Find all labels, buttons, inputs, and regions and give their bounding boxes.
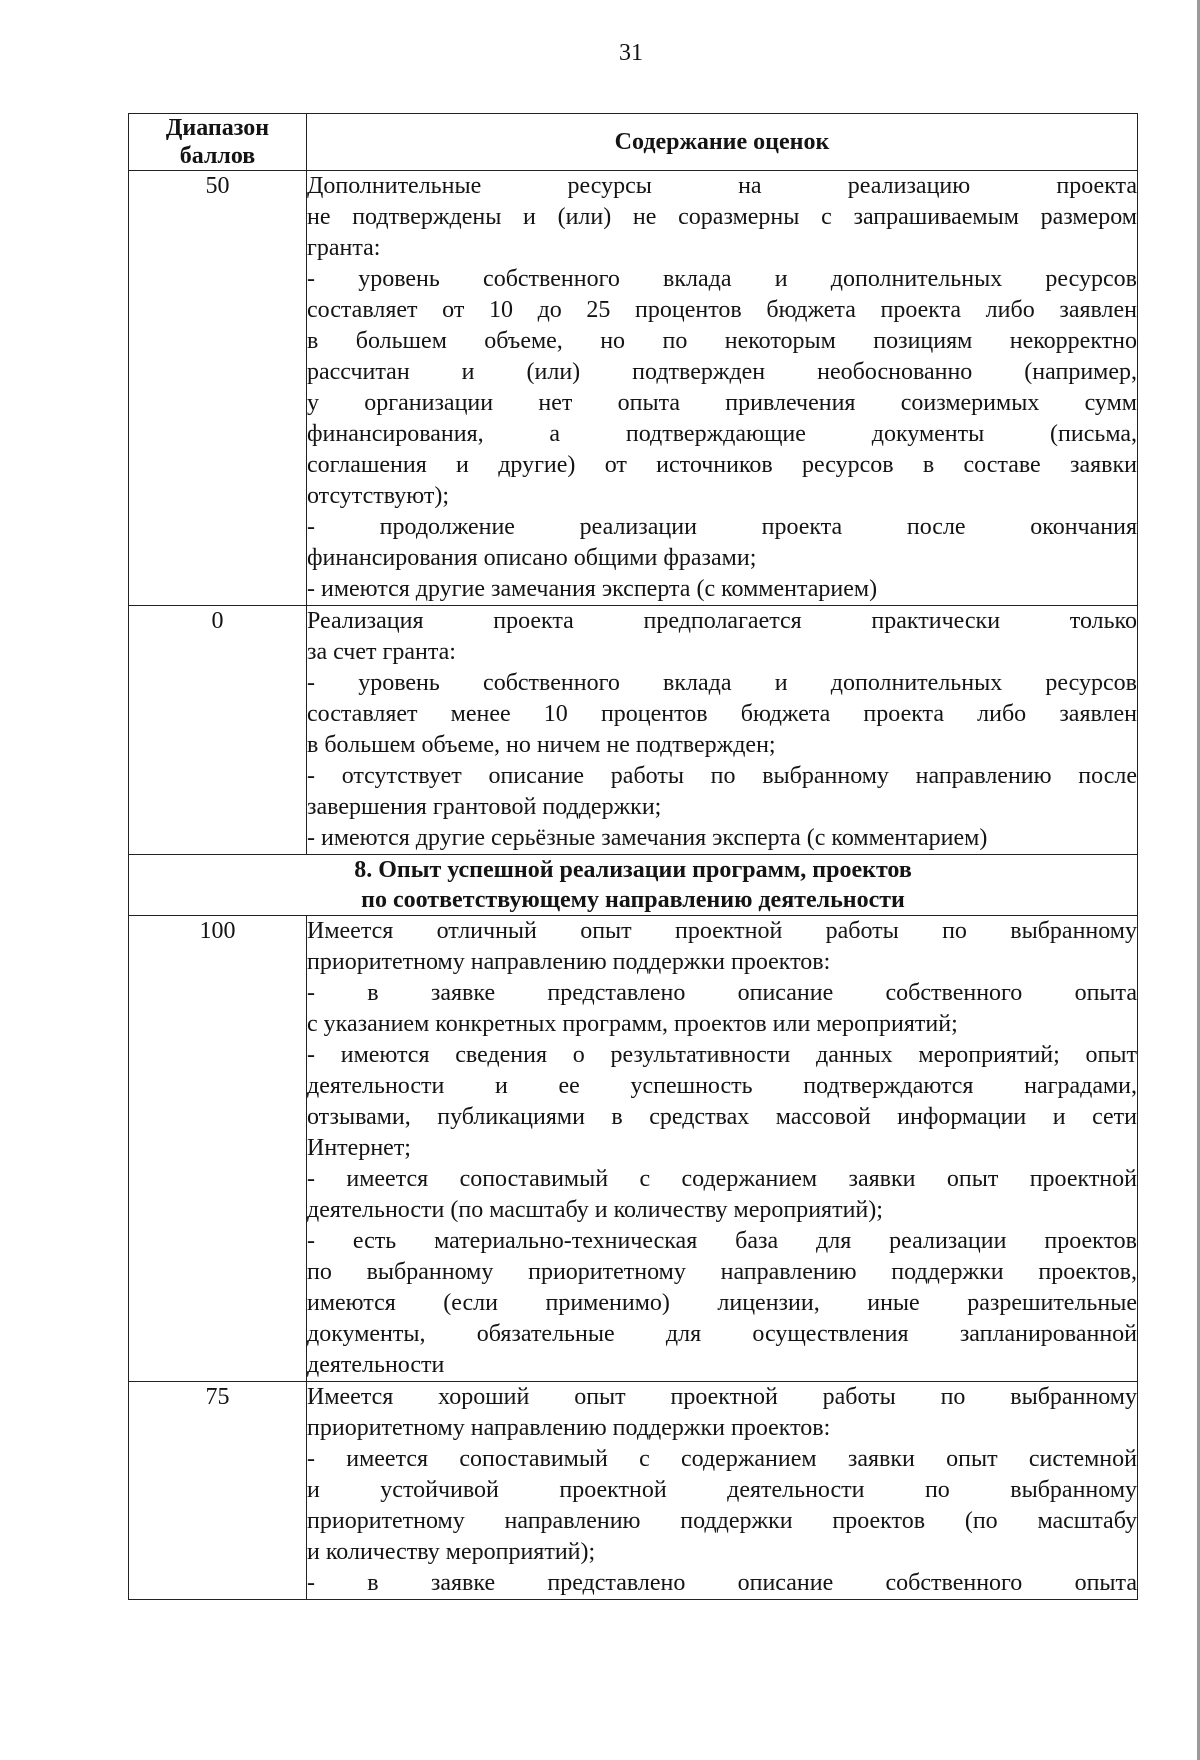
table-row (129, 1382, 1138, 1600)
score-cell: 0 (129, 606, 307, 855)
content-line: гранта: (307, 235, 381, 261)
content-line: - есть материально-техническая база для реализации проектов (307, 1228, 1137, 1254)
header-range-line-2: баллов (179, 143, 256, 169)
content-line: деятельности (по масштабу и количеству мероприятий); (307, 1197, 883, 1223)
section-title (129, 855, 1138, 916)
content-line: за счет гранта: (307, 639, 456, 665)
content-line: - имеется сопоставимый с содержанием заявки опыт системной (307, 1446, 1137, 1472)
content-line: - имеются другие серьёзные замечания эксперта (с комментарием) (307, 825, 988, 851)
table-header-row (129, 114, 1138, 171)
content-line: по выбранному приоритетному направлению поддержки проектов, (307, 1259, 1137, 1285)
score-cell: 100 (129, 916, 307, 1382)
content-line: приоритетному направлению поддержки проектов: (307, 1415, 831, 1441)
content-line: Интернет; (307, 1135, 411, 1161)
section-row (129, 855, 1138, 916)
content-cell (307, 1382, 1138, 1600)
content-line: - уровень собственного вклада и дополнительных ресурсов (307, 266, 1137, 292)
score-cell: 50 (129, 171, 307, 606)
content-line: завершения грантовой поддержки; (307, 794, 662, 820)
content-line: Имеется отличный опыт проектной работы по выбранному (307, 918, 1137, 944)
content-line: и устойчивой проектной деятельности по выбранному (307, 1477, 1137, 1503)
content-line: Реализация проекта предполагается практически только (307, 608, 1137, 634)
table-row (129, 171, 1138, 606)
content-line: - продолжение реализации проекта после окончания (307, 514, 1137, 540)
header-range-line-1: Диапазон (165, 115, 270, 141)
table-row (129, 606, 1138, 855)
content-line: соглашения и другие) от источников ресурсов в составе заявки (307, 452, 1137, 478)
table-row (129, 916, 1138, 1382)
content-line: у организации нет опыта привлечения соизмеримых сумм (307, 390, 1137, 416)
content-line: документы, обязательные для осуществления запланированной (307, 1321, 1137, 1347)
content-line: - имеются сведения о результативности данных мероприятий; опыт (307, 1042, 1137, 1068)
content-line: - имеются другие замечания эксперта (с комментарием) (307, 576, 878, 602)
content-line: отзывами, публикациями в средствах массовой информации и сети (307, 1104, 1137, 1130)
content-line: - уровень собственного вклада и дополнительных ресурсов (307, 670, 1137, 696)
content-line: финансирования описано общими фразами; (307, 545, 757, 571)
content-line: с указанием конкретных программ, проектов или мероприятий; (307, 1011, 958, 1037)
content-line: приоритетному направлению поддержки проектов: (307, 949, 831, 975)
content-line: - имеется сопоставимый с содержанием заявки опыт проектной (307, 1166, 1137, 1192)
content-line: отсутствуют); (307, 483, 449, 509)
content-line: деятельности (307, 1352, 445, 1378)
content-line: рассчитан и (или) подтвержден необоснованно (например, (307, 359, 1137, 385)
content-line: Имеется хороший опыт проектной работы по выбранному (307, 1384, 1137, 1410)
content-line: составляет менее 10 процентов бюджета проекта либо заявлен (307, 701, 1137, 727)
header-content-cell: Содержание оценок (307, 114, 1138, 171)
content-cell (307, 606, 1138, 855)
page-number: 31 (619, 40, 643, 66)
content-line: имеются (если применимо) лицензии, иные разрешительные (307, 1290, 1137, 1316)
content-line: финансирования, а подтверждающие документы (письма, (307, 421, 1137, 447)
score-cell: 75 (129, 1382, 307, 1600)
content-line: приоритетному направлению поддержки проектов (по масштабу (307, 1508, 1137, 1534)
content-line: деятельности и ее успешность подтверждаются наградами, (307, 1073, 1137, 1099)
content-line: составляет от 10 до 25 процентов бюджета проекта либо заявлен (307, 297, 1137, 323)
content-cell (307, 171, 1138, 606)
content-line: - отсутствует описание работы по выбранному направлению после (307, 763, 1137, 789)
evaluation-table (128, 113, 1138, 1600)
content-line: не подтверждены и (или) не соразмерны с запрашиваемым размером (307, 204, 1137, 230)
header-range-cell (129, 114, 307, 171)
section-title-line: по соответствующему направлению деятельности (361, 887, 905, 913)
content-line: - в заявке представлено описание собственного опыта (307, 980, 1137, 1006)
content-line: Дополнительные ресурсы на реализацию проекта (307, 173, 1137, 199)
content-line: в большем объеме, но по некоторым позициям некорректно (307, 328, 1137, 354)
section-title-line: 8. Опыт успешной реализации программ, проектов (354, 857, 912, 883)
content-line: и количеству мероприятий); (307, 1539, 596, 1565)
content-line: в большем объеме, но ничем не подтвержден; (307, 732, 776, 758)
content-cell (307, 916, 1138, 1382)
content-line: - в заявке представлено описание собственного опыта (307, 1570, 1137, 1596)
